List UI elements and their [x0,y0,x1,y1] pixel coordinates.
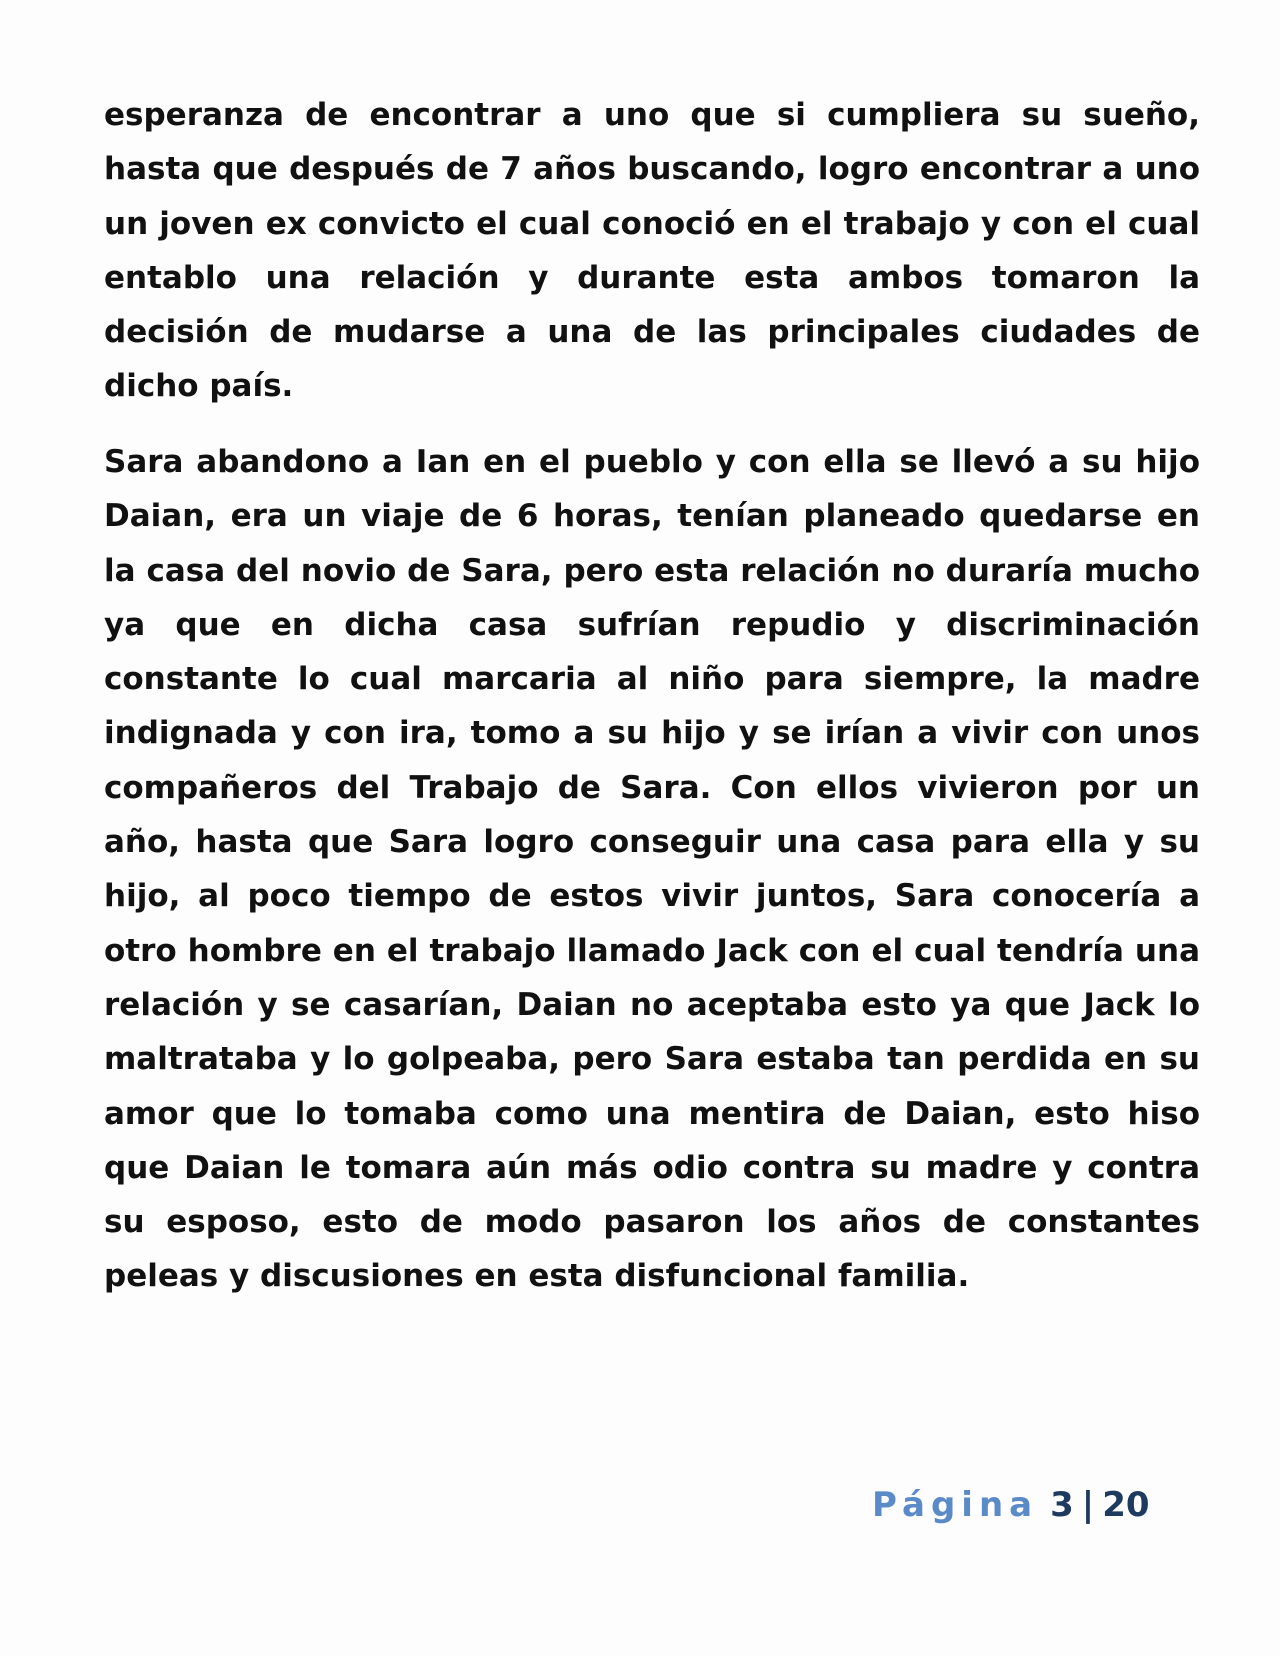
total-pages: 20 [1102,1485,1150,1525]
paragraph-text: Sara abandono a Ian en el pueblo y con ella se llevó a su hijo Daian, era un viaje de 6 horas, tenían planeado quedarse en la casa del novio de Sara, pero esta relación no duraría mucho ya que en dicha casa sufrían repudio y discriminación constante lo cual marcaria al niño para siempre, la madre indignada y con ira, tomo a su hijo y se irían a vivir con unos compañeros del Trabajo de Sara. Con ellos vivieron por un año, hasta que Sara logro conseguir una casa para ella y su hijo, al poco tiempo de estos vivir juntos, Sara conocería a otro hombre en el trabajo llamado Jack con el cual tendría una relación y se casarían, Daian no aceptaba esto ya que Jack lo maltrataba y lo golpeaba, pero Sara estaba tan perdida en su amor que lo tomaba como una mentira de Daian, esto hiso que Daian le tomara aún más odio contra su madre y contra su esposo, esto de modo pasaron los años de constantes peleas y discusiones en esta disfuncional familia. [104,444,1200,1295]
page-footer [872,1480,1150,1530]
body-paragraph-1 [104,88,1200,414]
paragraph-text: esperanza de encontrar a uno que si cumpliera su sueño, hasta que después de 7 años buscando, logro encontrar a uno un joven ex convicto el cual conoció en el trabajo y con el cual entablo una relación y durante esta ambos tomaron la decisión de mudarse a una de las principales ciudades de dicho país. [104,97,1200,405]
page-separator: | [1081,1485,1095,1525]
body-paragraph-2 [104,435,1200,1304]
page-number: 3 [1050,1485,1074,1525]
page-label: Página [872,1485,1039,1525]
